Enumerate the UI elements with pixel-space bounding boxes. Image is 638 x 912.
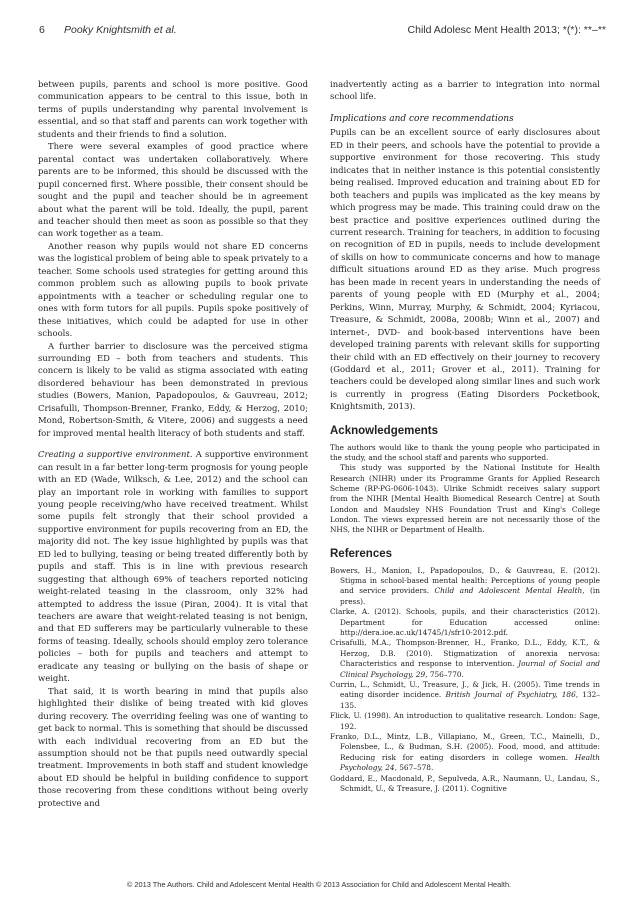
copyright-footer: © 2013 The Authors. Child and Adolescent Mental Health © 2013 Association for Child and Adolescent Mental Health. — [126, 880, 512, 889]
reference-item: Franko, D.L., Mintz, L.B., Villapiano, M., Green, T.C., Mainelli, D., Folensbee, L., & Budman, S.H. (2005). Food, mood, and attitude: Reducing risk for eating disorders in college women. Health Psychology, 24, 567–578. — [330, 732, 600, 773]
run-in-heading: Creating a supportive environment. — [38, 449, 193, 460]
reference-list — [330, 566, 600, 795]
paragraph-supportive-environment — [38, 448, 308, 685]
running-head-journal: Child Adolesc Ment Health 2013; *(*): **–** — [407, 24, 606, 36]
running-head-authors: Pooky Knightsmith et al. — [64, 24, 177, 36]
paragraph-text: A supportive environment can result in a far better long-term prognosis for young people with an ED (Wade, Wilksch, & Lee, 2012) and the school can play an important role in working with families to support young people receiving/who have received treatment. Whilst some pupils felt strongly that their school provided a supportive environment for pupils recovering from an ED, the majority did not. The key issue highlighted by pupils was that ED led to bullying, teasing or being treated differently both by pupils and staff. This is in line with previous research suggesting that although 69% of teachers reported noticing weight-related teasing in the classroom, only 32% had attempted to address the issue (Piran, 2004). It is vital that teachers are aware that weight-related teasing is not benign, and that ED sufferers may be particularly vulnerable to these forms of teasing. Ideally, schools should employ zero tolerance policies – both for pupils and teachers and attempt to eradicate any teasing or bullying on the basis of shape or weight. — [38, 449, 309, 684]
acknowledgements-heading: Acknowledgements — [330, 424, 438, 437]
paragraph: between pupils, parents and school is more positive. Good communication appears to be central to this issue, both in terms of pupils understanding why parental involvement is essential, and so that staff and parents can work together with students and their friends to find a solution. — [38, 79, 308, 139]
subheading-implications: Implications and core recommendations — [330, 113, 514, 124]
reference-item: Crisafulli, M.A., Thompson-Brenner, H., Franko, D.L., Eddy, K.T., & Herzog, D.B. (2010). Stigmatization of anorexia nervosa: Characteristics and response to intervention. Journal of Social and Clinical Psychology, 29, 756–770. — [330, 638, 600, 679]
paragraph: A further barrier to disclosure was the perceived stigma surrounding ED – both from teachers and students. This concern is likely to be valid as stigma associated with eating disordered behaviour has been demonstrated in previous studies (Bowers, Manion, Papadopoulos, & Gauvreau, 2012; Crisafulli, Thompson-Brenner, Franko, Eddy, & Herzog, 2010; Mond, Robertson-Smith, & Vitere, 2006) and suggests a need for improved mental health literacy of both students and staff. — [38, 340, 308, 438]
reference-item: Goddard, E., Macdonald, P., Sepulveda, A.R., Naumann, U., Landau, S., Schmidt, U., & Treasure, J. (2011). Cognitive — [330, 773, 600, 794]
paragraph: Another reason why pupils would not share ED concerns was the logistical problem of being able to speak privately to a teacher. Some schools used strategies for getting around this common problem such as allowing pupils to book private appointments with a teacher or scheduling regular one to ones with form tutors for all pupils. Pupils spoke positively of these initiatives, which could be adapted for use in other schools. — [38, 240, 308, 339]
page-number: 6 — [39, 24, 45, 36]
reference-item: Currin, L., Schmidt, U., Treasure, J., & Jick, H. (2005). Time trends in eating disorder incidence. British Journal of Psychiatry, 186, 132–135. — [330, 679, 600, 710]
references-heading: References — [330, 547, 393, 560]
reference-item: Bowers, H., Manion, I., Papadopoulos, D., & Gauvreau, E. (2012). Stigma in school-based mental health: Perceptions of young people and service providers. Child and Adolescent Mental Health, (in press). — [330, 565, 600, 606]
reference-item: Clarke, A. (2012). Schools, pupils, and their characteristics (2012). Department for Education accessed online: http://dera.ioe.ac.uk/14745/1/sfr10-2012.pdf. — [330, 607, 600, 637]
paragraph: inadvertently acting as a barrier to integration into normal school life. — [330, 79, 600, 102]
funding-text: This study was supported by the National Institute for Health Research (NIHR) under its Programme Grants for Applied Research Scheme (RP-PG-0606-1043). Ulrike Schmidt receives salary support from the NIHR [Mental Health Biomedical Research Centre] at South London and Maudsley NHS Foundation Trust and King's College London. The views expressed herein are not necessarily those of the NHS, the NIHR or Department of Health. — [330, 463, 600, 535]
right-column — [330, 78, 600, 794]
paragraph: Pupils can be an excellent source of early disclosures about ED in their peers, and schools have the potential to provide a supportive environment for those recovering. This study indicates that in neither instance is this potential consistently being realised. Improved education and training about ED for both teachers and pupils was implicated as the key means by which progress may be made. This training could draw on the best practice and positive experiences outlined during the current research. Training for teachers, in addition to focusing on recognition of ED in pupils, needs to include development of skills on how to communicate concerns and how to manage difficult situations around ED as they arise. Much progress has been made in recent years in understanding the needs of parents of young people with ED (Murphy et al., 2004; Perkins, Winn, Murray, Murphy, & Schmidt, 2004; Kyriacou, Treasure, & Schmidt, 2008a, 2008b; Winn et al., 2007) and internet-, DVD- and book-based interventions have been developed training parents with relevant skills for supporting their child with an ED effectively on their journey to recovery (Goddard et al., 2011; Grover et al., 2011). Training for teachers could be developed along similar lines and such work is currently in progress (Eating Disorders Pocketbook, Knightsmith, 2013). — [330, 127, 600, 412]
paragraph: There were several examples of good practice where parental contact was undertaken collaboratively. Where parents are to be informed, this should be discussed with the pupil concerned first. Where possible, their consent should be sought and the pupil and teacher should be in agreement about what the parent will be told. Ideally, the pupil, parent and teacher should then meet as soon as possible so that they can work together as a team. — [38, 141, 308, 239]
left-column — [38, 78, 308, 809]
paragraph: That said, it is worth bearing in mind that pupils also highlighted their dislike of being treated with kid gloves during recovery. The overriding feeling was one of wanting to get back to normal. This is something that should be discussed with each individual recovering from an ED but the assumption should not be that pupils need outwardly special treatment. Improvements in both staff and student knowledge about ED should be helpful in building confidence to support those recovering from these conditions without being overly protective and — [38, 685, 308, 808]
reference-item: Flick, U. (1998). An introduction to qualitative research. London: Sage, 192. — [330, 711, 600, 731]
acknowledgement-text: The authors would like to thank the young people who participated in the study, and the school staff and parents who supported. — [330, 442, 600, 463]
